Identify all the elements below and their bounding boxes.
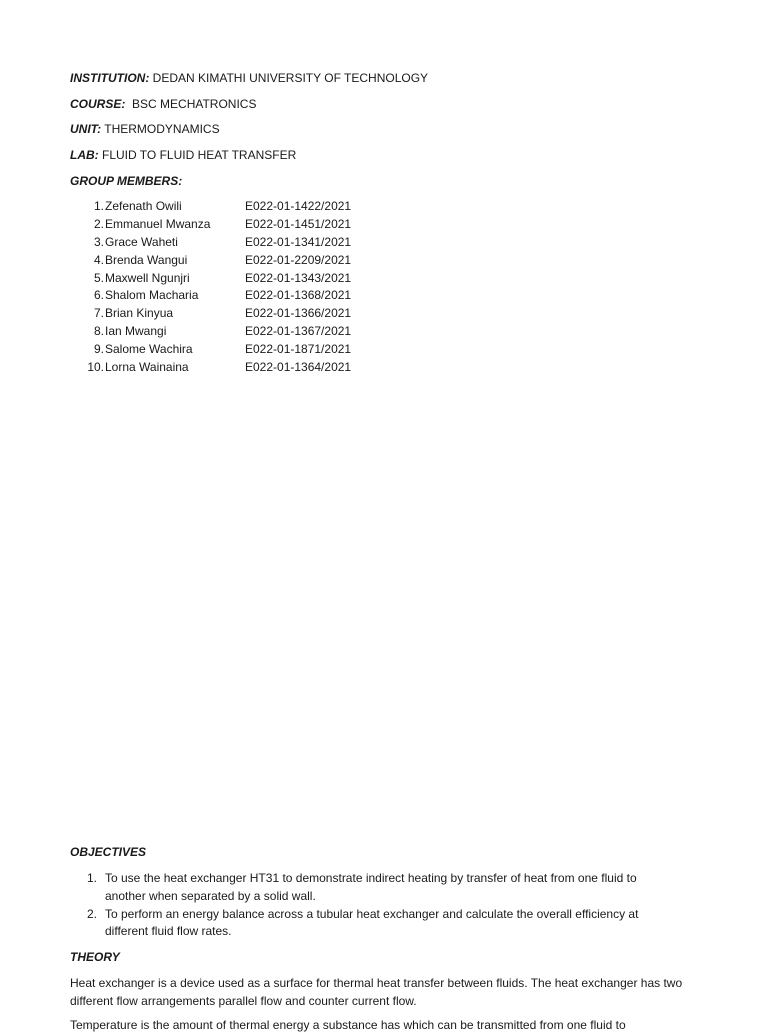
theory-heading: THEORY [70,950,120,964]
institution-value: DEDAN KIMATHI UNIVERSITY OF TECHNOLOGY [152,71,429,85]
member-reg-number: E022-01-1368/2021 [245,288,352,303]
members-list [70,199,352,378]
objective-text: To use the heat exchanger HT31 to demonstrate indirect heating by transfer of heat from one fluid to another when separated by a solid wall. [105,871,637,903]
member-row [70,288,352,306]
member-number: 7. [93,306,104,321]
member-number: 1. [93,199,104,213]
course-label: COURSE: [70,97,126,111]
member-reg-number: E022-01-1422/2021 [245,199,352,213]
member-row [70,199,352,217]
member-row [70,342,352,360]
group-members-label: GROUP MEMBERS: [70,174,183,188]
member-reg-number: E022-01-1871/2021 [245,342,352,357]
member-row [70,306,352,324]
member-name: Maxwell Ngunjri [105,270,190,285]
member-name: Grace Waheti [105,234,178,249]
course-line [70,97,256,111]
member-row [70,216,352,235]
member-row [70,360,352,378]
lab-label: LAB: [70,148,99,162]
objective-number: 1. [87,871,98,885]
member-number: 9. [93,342,104,357]
objective-item [70,906,680,941]
member-row [70,324,352,342]
member-reg-number: E022-01-2209/2021 [245,252,352,267]
group-members-heading [70,174,182,188]
objective-item [70,870,680,905]
member-name: Ian Mwangi [105,324,167,339]
member-row [70,234,352,253]
course-value: BSC MECHATRONICS [132,97,257,111]
institution-line [70,71,428,85]
member-name: Brenda Wangui [105,252,188,267]
theory-paragraph: Heat exchanger is a device used as a surface for thermal heat transfer between fluids. The heat exchanger has two different flow arrangements parallel flow and counter current flow. [70,976,683,1008]
member-number: 3. [93,234,104,249]
member-row [70,252,352,271]
member-reg-number: E022-01-1451/2021 [245,216,352,231]
member-number: 2. [93,216,104,231]
objective-text: To perform an energy balance across a tubular heat exchanger and calculate the overall efficiency at different fluid flow rates. [105,906,639,938]
member-number: 6. [93,288,104,303]
member-name: Lorna Wainaina [105,360,189,375]
objectives-list [70,870,680,941]
member-name: Zefenath Owili [105,199,182,213]
member-reg-number: E022-01-1343/2021 [245,270,352,285]
theory-continuation-line: Temperature is the amount of thermal energy a substance has which can be transmitted from one fluid to [70,1018,626,1032]
member-name: Brian Kinyua [105,306,174,321]
unit-line [70,122,220,136]
institution-label: INSTITUTION: [70,71,150,85]
member-number: 4. [93,252,104,267]
member-number: 5. [93,270,104,285]
lab-line [70,148,296,162]
member-name: Salome Wachira [105,342,193,357]
member-number: 10. [87,360,104,375]
member-reg-number: E022-01-1364/2021 [245,360,352,375]
objective-number: 2. [87,906,98,921]
member-name: Shalom Macharia [105,288,199,303]
member-reg-number: E022-01-1367/2021 [245,324,352,339]
member-reg-number: E022-01-1366/2021 [245,306,352,321]
unit-value: THERMODYNAMICS [104,122,220,136]
lab-value: FLUID TO FLUID HEAT TRANSFER [102,148,297,162]
member-reg-number: E022-01-1341/2021 [245,234,352,249]
member-name: Emmanuel Mwanza [105,216,211,231]
member-row [70,270,352,289]
objectives-heading: OBJECTIVES [70,845,147,859]
member-number: 8. [93,324,104,339]
unit-label: UNIT: [70,122,102,136]
